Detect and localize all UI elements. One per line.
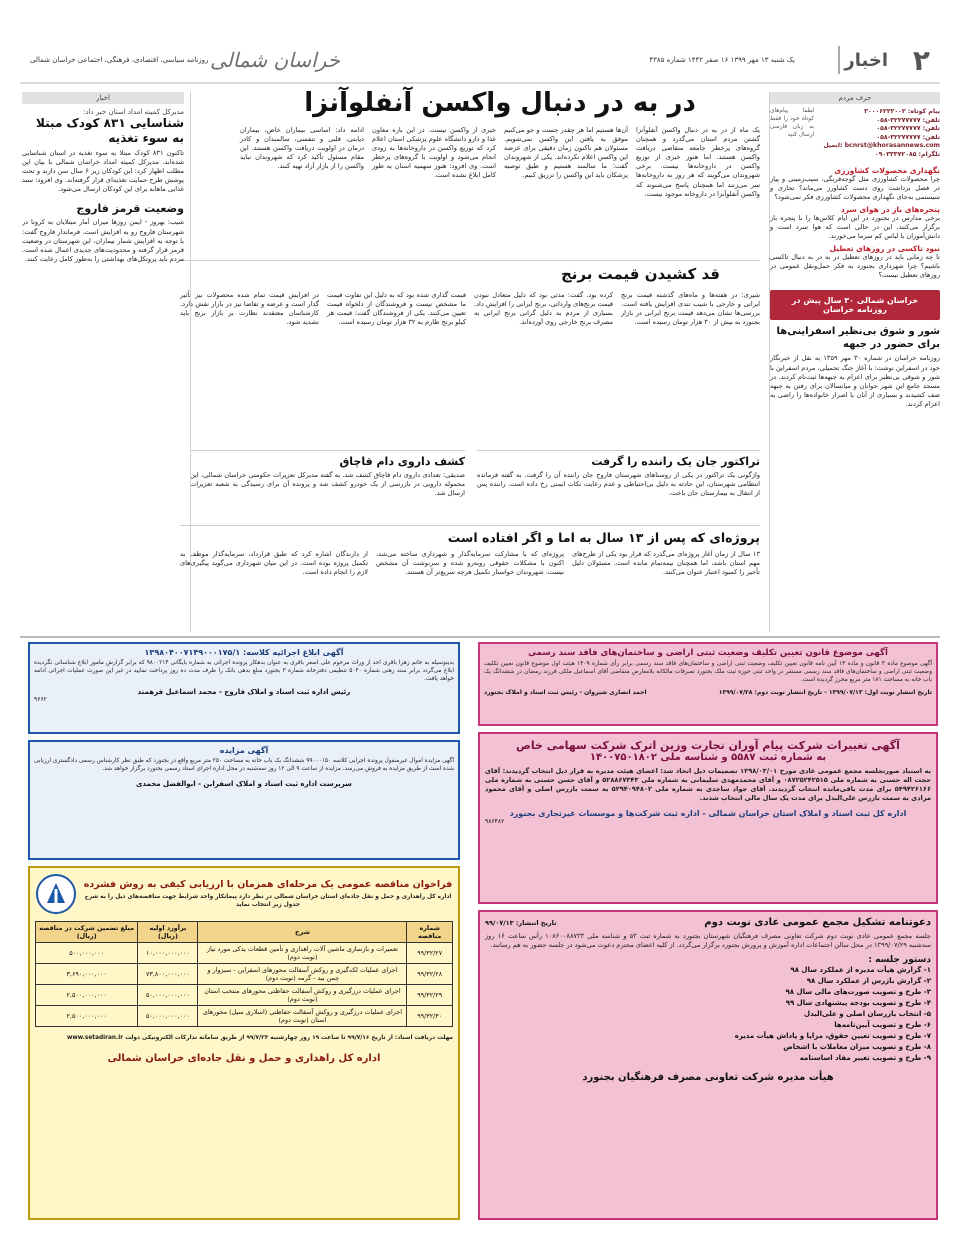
land-law-text: آگهی موضوع ماده ۳ قانون و ماده ۱۳ آیین نامه قانون تعیین تکلیف وضعیت ثبتی اراضی و ساختمان‌های فاقد سند رسمی برابر رأی شماره ۱۴۰۹ هیئت اول موضوع قانون تعیین تکلیف وضعیت ثبتی اراضی و ساختمان‌های فاقد سند رسمی مستقر در واحد ثبتی حوزه ثبت ملک بجنورد تصرفات مالکانه بلامعارض متقاضی آقای اسماعیل ملکی فرزند رمضان در ششدانگ یک باب خانه به مساحت ۱۸۱ متر مربع محرز گردیده است. [484, 661, 933, 683]
project-col-3: از دارندگان اشاره کرد که طبق قرارداد، سرمایه‌گذار موظف به تکمیل پروژه بوده است. در این میان شهرداری می‌گوید پیگیری‌های لازم را انجام داده است. [180, 550, 368, 577]
auction-title: آگهی مزایده [219, 746, 269, 755]
table-cell: اجرای عملیات درزگیری و روکش آسفالت حفاظتی محورهای منتخب استان (نوبت دوم) [198, 985, 407, 1006]
lead-col-2: آن‌ها هستیم اما هر چقدر جست و جو می‌کنیم موفق به یافتن این واکسن نمی‌شویم. مسئولان هم تاکنون زمان دقیقی برای عرضه این واکسن اعلام نکرده‌اند. یکی از شهروندان گفت: ما سالمند هستیم و طبق توصیه پزشکان باید این واکسن را تزریق کنیم. [504, 126, 628, 180]
rice-col-4: در افزایش قیمت تمام شده محصولات نیز تأثیر گذار است و عرضه و تقاضا نیز در بازار نقش دارد. کارشناسان معتقدند نظارت بر بازار برنج باید تشدید شود. [180, 291, 319, 327]
contact-list [818, 108, 940, 160]
contact-phone-1[interactable]: تلفن: ۳۲۲۷۷۷۷۷-۰۵۸ [876, 116, 940, 124]
auction-ad [28, 740, 460, 860]
tender-footer: مهلت دریافت اسناد: از تاریخ ۹۹/۷/۱۶ تا ساعت ۱۹ روز چهارشنبه ۹۹/۷/۲۳ از طریق سامانه تدارکات الکترونیکی دولت www.setadiran.ir [67, 1035, 453, 1041]
lead-col-1: یک ماه از در به در دنبال واکسن آنفلوآنزا گشتن مردم استان می‌گذرد و همچنان گروه‌های پرخطر جامعه متقاضی دریافت واکسن هستند. اما هنوز خبری از توزیع واکسن در داروخانه‌ها نیست. برخی شهروندان می‌گویند که هر روز به داروخانه‌ها سر می‌زنند اما همچنان پاسخ می‌شنوند که واکسن آنفلوآنزا در داروخانه موجود نیست. [636, 126, 760, 198]
item-text-agri: چرا محصولات کشاورزی مثل گوجه‌فرنگی، سیب‌زمینی و پیاز در فصل برداشت روی دست کشاورز می‌ماند؟ تجاری و سیستمی به‌جای نگهداری محصولات کشاورزی فکر نمی‌شود؟ [770, 174, 940, 201]
tender-col-estimate: برآورد اولیه (ریال) [138, 922, 198, 943]
malnutrition-text: تاکنون ۸۳۱ کودک مبتلا به سوء تغذیه در استان شناسایی شده‌اند. مدیرکل کمیته امداد خراسان شمالی با بیان این مطلب اظهار کرد: این کودکان زیر ۶ سال سن دارند و تحت پوشش طرح حمایت تغذیه‌ای قرار گرفته‌اند. وی افزود: سبد غذایی ماهانه برای این کودکان ارسال می‌شود. [22, 149, 184, 194]
tender-table [35, 921, 453, 1027]
page-header [20, 40, 940, 84]
assembly-agenda [485, 965, 931, 1064]
list-item: ۸- طرح و تصویب میزان معاملات با اشخاص [783, 1043, 931, 1052]
list-item: ۶- طرح و تصویب آیین‌نامه‌ها [834, 1021, 931, 1030]
table-cell: ۵۰۰,۰۰۰,۰۰۰ [36, 943, 138, 964]
contact-label: حرف مردم [770, 92, 940, 104]
smuggling-headline: کشف داروی دام قاچاق [339, 455, 465, 468]
assembly-date: تاریخ انتشار: ۹۹/۰۷/۱۳ [485, 918, 557, 927]
archive-banner: خراسان شمالی ۳۰ سال پیش در روزنامه خراسان [770, 290, 940, 320]
lead-headline: در به در دنبال واکسن آنفلوآنزا [304, 88, 696, 118]
ads-separator [20, 636, 940, 638]
table-cell: ۵۰,۰۰۰,۰۰۰,۰۰۰ [138, 985, 198, 1006]
newspaper-logo: خراسان شمالی [210, 48, 341, 72]
farouj-text: شیب: بهروز - ایمن روزها میزان آمار مبتلایان به کرونا در شهرستان فاروج رو به افزایش است. فرماندار فاروج گفت: با توجه به افزایش شمار بیماران، این شهرستان در وضعیت قرمز قرار گرفته و محدودیت‌های جدیدی اعمال شده است. مردم باید پروتکل‌های بهداشتی را به‌طور کامل رعایت کنند. [22, 218, 184, 263]
table-cell: ۲,۵۰۰,۰۰۰,۰۰۰ [36, 1006, 138, 1027]
smuggling-text: صدیقی: تعدادی داروی دام قاچاق کشف شد. به گفته مدیرکل تعزیرات حکومتی خراسان شمالی، این محموله دارویی در بازرسی از یک خودرو کشف شد و پرونده آن برای رسیدگی به شعبه تعزیرات ارسال شد. [190, 471, 465, 498]
tender-col-guarantee: مبلغ تضمین شرکت در مناقصه (ریال) [36, 922, 138, 943]
land-law-dates: تاریخ انتشار نوبت اول: ۱۳۹۹/۰۷/۱۳ - تاریخ انتشار نوبت دوم: ۱۳۹۹/۰۷/۲۸ [718, 688, 932, 696]
land-law-signature: احمد انصاری شیروان - رئیس ثبت اسناد و املاک بجنورد [484, 688, 647, 696]
table-cell: اجرای عملیات درزگیری و روکش آسفالت حفاظتی (اسلاری سیل) محورهای استان (نوبت دوم) [198, 1006, 407, 1027]
newspaper-tagline: روزنامه سیاسی، اقتصادی، فرهنگی، اجتماعی خراسان شمالی [30, 56, 209, 64]
item-title-windows: پنجره‌های باز در هوای سرد [840, 204, 940, 214]
table-row [36, 985, 453, 1006]
lead-col-3: خبری از واکسن نیست. در این باره معاون غذا و دارو دانشگاه علوم پزشکی استان اعلام کرد که توزیع واکسن در داروخانه‌ها به زودی انجام می‌شود و اولویت با گروه‌های پرخطر است. وی افزود: هنوز سهمیه استان به طور کامل ابلاغ نشده است. [372, 126, 496, 180]
table-cell: ۹۹/۳۲/۳۰ [407, 1006, 453, 1027]
tender-subtitle: اداره کل راهداری و حمل و نقل جاده‌ای استان خراسان شمالی در نظر دارد پیمانکار واجد شرایط جهت مناقصه‌های ذیل را به شرح جدول زیر انتخاب نماید [84, 893, 452, 908]
table-cell: ۹۹/۳۲/۲۸ [407, 964, 453, 985]
company-title: آگهی تغییرات شرکت پیام آوران تجارت وزین اترک شرکت سهامی خاص [516, 739, 900, 752]
company-signature: اداره کل ثبت اسناد و املاک استان خراسان شمالی - اداره ثبت شرکت‌ها و موسسات غیرتجاری بجنورد [509, 809, 907, 819]
table-cell: ۲,۵۰۰,۰۰۰,۰۰۰ [36, 985, 138, 1006]
table-row [36, 964, 453, 985]
execution-notice-text: بدینوسیله به خانم زهرا باقری احد از وراث مرحوم علی اصغر باقری به عنوان بدهکار پرونده اجرائی به شماره بایگانی ۹۸۰۰۲۱۴ که برابر گزارش مامور ابلاغ شناسائی نگردیده ابلاغ می‌گردد برابر سند رهنی شماره ۵۰۴۰ تنظیمی دفترخانه شماره ۳ بجنورد مبلغ بدهی بانک را ظرف مدت ده روز پرداخت نمایید در غیر این صورت عملیات اجرائی ادامه خواهد یافت. [34, 660, 454, 682]
item-text-windows: برخی مدارس در بجنورد در این ایام کلاس‌ها را با پنجره باز برگزار می‌کنند. این در حالی است که هوا سرد است و دانش‌آموزان با لباس کم سرما می‌خورند. [770, 213, 940, 241]
column-divider [769, 92, 770, 632]
table-cell: ۹۹/۳۲/۲۷ [407, 943, 453, 964]
road-org-logo-icon [35, 873, 77, 915]
right-column [770, 92, 940, 632]
project-headline: پروژه‌ای که پس از ۱۳ سال به اما و اگر افتاده است [447, 530, 760, 545]
land-law-title: آگهی موضوع قانون تعیین تکلیف وضعیت ثبتی اراضی و ساختمان‌های فاقد سند رسمی [528, 648, 888, 658]
tender-ad [28, 866, 460, 1220]
item-title-agri: نگهداری محصولات کشاورزی [834, 165, 940, 175]
company-changes-ad [478, 732, 938, 904]
page-number: ۲ [912, 44, 930, 77]
company-code: ۹۸۶۴۸۲ [485, 818, 505, 826]
tractor-text: واژگونی یک تراکتور در یکی از روستاهای شهرستان فاروج جان راننده آن را گرفت. به گفته فرمانده انتظامی شهرستان، این حادثه به دلیل بی‌احتیاطی و عدم رعایت نکات ایمنی رخ داده است. راننده پس از انتقال به بیمارستان جان باخت. [477, 471, 760, 498]
issue-date: یک شنبه ۱۳ مهر ۱۳۹۹ ۱۶ صفر ۱۴۴۲ شماره ۴۳۸۵ [649, 56, 795, 64]
left-column [22, 92, 184, 632]
table-cell: اجرای عملیات لکه‌گیری و روکش آسفالت محورهای اسفراین - سبزوار و چمن بید - گرمه (نوبت دوم) [198, 964, 407, 985]
contact-phone-3[interactable]: تلفن: ۳۲۲۷۷۷۷۷-۰۵۸ [876, 133, 940, 141]
table-row [36, 1006, 453, 1027]
project-story [180, 525, 760, 577]
rice-col-3: قیمت گذاری شده بود که به دلیل این تفاوت قیمت ما مشخص نیست و فروشندگان از دلخواه قیمت تعیین می‌کنند. یکی از فروشندگان گفت: قیمت هر کیلو برنج طارم به ۳۲ هزار تومان رسیده است. [327, 291, 466, 327]
item-text-taxi: تا چه زمانی باید در روزهای تعطیل در به در به دنبال تاکسی باشیم؟ چرا شهرداری بجنورد به فکر حمل‌ونقل عمومی در روزهای تعطیل نیست؟ [770, 253, 940, 280]
execution-notice-code: ۹۶۶۲ [34, 695, 47, 703]
list-item: ۹- طرح و تصویب تغییر مفاد اساسنامه [799, 1054, 931, 1063]
farouj-headline: وضعیت قرمز فاروج [76, 202, 184, 216]
tractor-headline: تراکتور جان یک راننده را گرفت [591, 455, 760, 468]
item-title-taxi: نبود تاکسی در روزهای تعطیل [829, 244, 940, 254]
tender-org: اداره کل راهداری و حمل و نقل جاده‌ای خراسان شمالی [107, 1052, 381, 1064]
column-divider-left [190, 92, 191, 632]
company-subtitle: به شماره ثبت ۵۵۸۷ و شناسه ملی ۱۴۰۰۷۵۰۱۸۰۲ [589, 752, 827, 763]
smuggling-story [190, 450, 465, 498]
list-item: ۴- طرح و تصویب بودجه پیشنهادی سال ۹۹ [785, 999, 931, 1008]
rice-story [180, 260, 760, 327]
malnutrition-headline: شناسایی ۸۳۱ کودک مبتلا به سوء تغذیه [36, 116, 184, 145]
header-divider [838, 46, 840, 74]
list-item: ۳- طرح و تصویب صورت‌های مالی سال ۹۸ [785, 988, 931, 997]
contact-phone-2[interactable]: تلفن: ۳۲۲۷۷۷۷۷-۰۵۸ [876, 125, 940, 133]
rice-headline: قد کشیدن قیمت برنج [560, 265, 720, 283]
company-text: به استناد صورتجلسه مجمع عمومی عادی مورخ ۱۳۹۸/۰۳/۰۱ تصمیمات ذیل اتخاذ شد: اعضای هیئت مدیره به قرار ذیل انتخاب گردیدند: آقای حجت اله حسنی به شماره ملی ۰۸۷۲۵۲۴۲۵۱۵ و آقای محمدمهدی سلیمانی به شماره ملی ۵۲۸۸۶۷۳۴۳ و آقای حسن حسنی به شماره ملی ۵۴۹۴۲۶۱۶۶ برای مدت باقی‌مانده انتخاب گردیدند. آقای جواد ساجدی به شماره ملی ۵۲۹۴۰۹۴۸۰۲ به سمت بازرس اصلی و آقای محمود مرادی به سمت بازرس علی‌البدل برای مدت یک سال مالی انتخاب شدند. [485, 767, 931, 803]
list-item: ۷- طرح و تصویب تعیین حقوق، مزایا و پاداش هیأت مدیره [734, 1032, 931, 1041]
left-tag: اخبار [22, 92, 184, 104]
assembly-ad [478, 910, 938, 1220]
list-item: ۵- انتخاب بازرسان اصلی و علی‌البدل [804, 1010, 931, 1019]
execution-notice-title: آگهی ابلاغ اجرائیه کلاسه: ۱۳۹۸۰۴۰۰۷۱۴۹۰۰۰۱۷۵/۱ [144, 648, 344, 657]
archive-story-text: روزنامه خراسان در شماره ۳۰ مهر ۱۳۵۹ به نقل از خبرنگار خود در اسفراین نوشت: با آغاز جنگ تحمیلی، مردم اسفراین با شور و شوقی بی‌نظیر برای اعزام به جبهه‌ها ثبت‌نام کردند. در مسجد جامع این شهر جوانان و میانسالان برای رفتن به جبهه صف کشیدند و بسیاری از آنان با اصرار خانواده‌ها را راضی به اعزام کردند. [770, 354, 940, 408]
table-cell: ۵۰,۰۰۰,۰۰۰,۰۰۰ [138, 1006, 198, 1027]
contact-email[interactable]: ایمیل: bcnrst@khorasannews.com [823, 142, 940, 150]
rice-col-1: شیری: در هفته‌ها و ماه‌های گذشته قیمت برنج ایرانی و خارجی با شیب تندی افزایش یافته است. بررسی‌ها نشان می‌دهد قیمت برنج ایرانی در بازار بجنورد به بیش از ۳۰ هزار تومان رسیده است. [621, 291, 760, 327]
section-title: اخبار [844, 50, 888, 71]
archive-story-title: شور و شوق بی‌نظیر اسفراینی‌ها برای حضور در جبهه [776, 326, 940, 351]
lead-story [240, 88, 760, 199]
contact-telegram[interactable]: تلگرام: ۰۹۰۳۳۳۷۲۰۸۵ [874, 150, 940, 158]
tender-col-desc: شرح [198, 922, 407, 943]
contact-note: لطفا پیام‌های کوتاه خود را فقط به زبان فارسی ارسال کنید [770, 108, 814, 138]
table-cell: ۱۰,۰۰۰,۰۰۰,۰۰۰ [138, 943, 198, 964]
list-item: ۲- گزارش بازرس از عملکرد سال ۹۸ [806, 977, 931, 986]
assembly-text: جلسه مجمع عمومی عادی نوبت دوم شرکت تعاونی مصرف فرهنگیان شهرستان بجنورد به شماره ثبت ۵۳ و شناسه ملی ۱۰۸۶۰۰۸۸۷۳۳ رأس ساعت ۱۶ روز سه‌شنبه ۱۳۹۹/۰۷/۲۹ در محل سالن اجتماعات اداره آموزش و پرورش بجنورد برگزار می‌گردد. از کلیه اعضای محترم دعوت می‌شود در جلسه حضور به هم رسانند. [485, 932, 932, 950]
table-cell: تعمیرات و بازسازی ماشین آلات راهداری و تأمین قطعات یدکی مورد نیاز (نوبت دوم) [198, 943, 407, 964]
land-law-ad [478, 642, 938, 726]
execution-notice-signature: رئیس اداره ثبت اسناد و املاک فاروج - محمد اسماعیل فرهمند [137, 687, 351, 696]
assembly-agenda-title: دستور جلسه : [868, 955, 931, 966]
contact-sms[interactable]: پیام کوتاه: ۳۰۰۰۶۲۲۲۰۰۲ [864, 108, 940, 115]
auction-signature: سرپرست اداره ثبت اسناد و املاک اسفراین - ابوالفضل محمدی [136, 779, 352, 788]
execution-notice-ad [28, 642, 460, 734]
table-row [36, 943, 453, 964]
table-cell: ۷۳,۸۰۰,۰۰۰,۰۰۰ [138, 964, 198, 985]
assembly-signature: هیأت مدیره شرکت تعاونی مصرف فرهنگیان بجنورد [582, 1072, 834, 1084]
rice-col-2: کرده بود. گفت: مدتی بود که دلیل متعادل نبودن قیمت برنج‌های وارداتی، برنج ایرانی را افزایش داد. بسیاری از مردم به دلیل گرانی برنج ایرانی به مصرف برنج خارجی روی آورده‌اند. [474, 291, 613, 327]
list-item: ۱- گزارش هیأت مدیره از عملکرد سال ۹۸ [790, 966, 931, 975]
tender-title: فراخوان مناقصه عمومی یک مرحله‌ای همزمان با ارزیابی کیفی به روش فشرده [83, 878, 453, 890]
malnutrition-intro: مدیرکل کمیته امداد استان خبر داد: [83, 108, 184, 116]
project-col-1: ۱۳ سال از زمان آغاز پروژه‌ای می‌گذرد که قرار بود یکی از طرح‌های مهم استان باشد، اما همچنان نیمه‌تمام مانده است. مسئولان دلیل تأخیر را کمبود اعتبار عنوان می‌کنند. [572, 550, 760, 577]
table-cell: ۹۹/۳۲/۲۹ [407, 985, 453, 1006]
project-col-2: پروژه‌ای که با مشارکت سرمایه‌گذار و شهرداری ساخته می‌شد، اکنون با مشکلات حقوقی روبه‌رو شده و سرنوشت آن مشخص نیست. شهروندان خواستار تکمیل هرچه سریع‌تر آن هستند. [376, 550, 564, 577]
assembly-title: دعوتنامه تشکیل مجمع عمومی عادی نوبت دوم [704, 917, 931, 928]
table-cell: ۳,۶۹۰,۰۰۰,۰۰۰ [36, 964, 138, 985]
auction-text: آگهی مزایده اموال غیرمنقول پرونده اجرایی کلاسه ۹۹۰۰۰۱۵۰ ششدانگ یک باب خانه به مساحت ۲۵۰ متر مربع واقع در بجنورد که طبق نظر کارشناس رسمی دادگستری ارزیابی شده است از طریق مزایده به فروش می‌رسد. مزایده از ساعت ۹ الی ۱۲ روز سه‌شنبه در محل اداره اجرای اسناد رسمی بجنورد برگزار خواهد شد. [34, 758, 454, 772]
tender-col-number: شماره مناقصه [407, 922, 453, 943]
lead-col-4: ادامه داد: اساسی بیماران خاص، بیماران دیابتی، قلبی و تنفسی، سالمندان و کادر درمان در اولویت دریافت واکسن هستند. این مقام مسئول تأکید کرد که شهروندان نباید واکسن را از بازار آزاد تهیه کنند. [240, 126, 364, 171]
tractor-story [477, 450, 760, 498]
